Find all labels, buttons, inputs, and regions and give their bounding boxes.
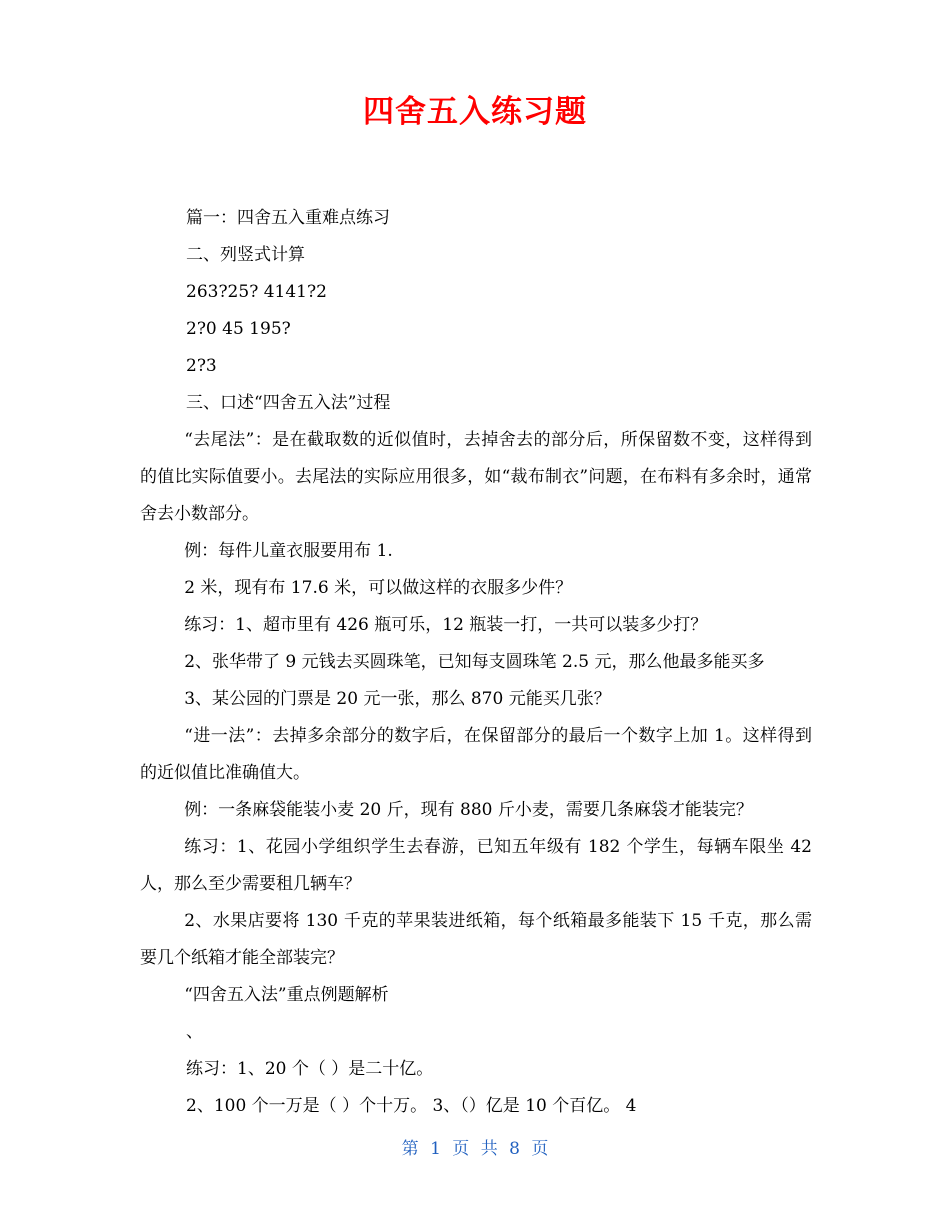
paragraph-14: 例：一条麻袋能装小麦 20 斤，现有 880 斤小麦，需要几条麻袋才能装完？ xyxy=(184,800,753,820)
document-title: 四舍五入练习题 xyxy=(363,94,587,130)
paragraph-12: 3、某公园的门票是 20 元一张，那么 870 元能买几张？ xyxy=(184,689,611,709)
paragraph-3: 263?25? 4141?2 xyxy=(186,282,327,302)
paragraph-17: “四舍五入法”重点例题解析 xyxy=(184,985,389,1005)
paragraph-1: 篇一：四舍五入重难点练习 xyxy=(186,208,390,228)
paragraph-16: 2、水果店要将 130 千克的苹果装进纸箱，每个纸箱最多能装下 15 千克，那么需要几个纸箱才能全部装完？ xyxy=(140,911,812,968)
paragraph-15: 练习：1、花园小学组织学生去春游，已知五年级有 182 个学生，每辆车限坐 42 人，那么至少需要租几辆车？ xyxy=(140,837,812,894)
paragraph-20: 2、100 个一万是（ ）个十万。 3、（）亿是 10 个百亿。 4 xyxy=(186,1096,637,1116)
paragraph-2: 二、列竖式计算 xyxy=(186,245,305,265)
paragraph-13: “进一法”：去掉多余部分的数字后，在保留部分的最后一个数字上加 1。这样得到的近似值比准确值大。 xyxy=(140,726,812,783)
document-body xyxy=(140,200,812,1125)
page-footer: 第 1 页 共 8 页 xyxy=(401,1139,549,1159)
paragraph-10: 练习：1、超市里有 426 瓶可乐，12 瓶装一打，一共可以装多少打？ xyxy=(184,615,708,635)
paragraph-19: 练习：1、20 个（ ）是二十亿。 xyxy=(186,1059,434,1079)
paragraph-5: 2?3 xyxy=(186,356,217,376)
paragraph-9: 2 米，现有布 17.6 米，可以做这样的衣服多少件？ xyxy=(184,578,573,598)
paragraph-18: 、 xyxy=(186,1022,203,1042)
paragraph-11: 2、张华带了 9 元钱去买圆珠笔，已知每支圆珠笔 2.5 元，那么他最多能买多 xyxy=(184,652,765,672)
paragraph-8: 例：每件儿童衣服要用布 1. xyxy=(184,541,393,561)
paragraph-6: 三、口述“四舍五入法”过程 xyxy=(186,393,391,413)
paragraph-4: 2?0 45 195? xyxy=(186,319,291,339)
paragraph-7: “去尾法”：是在截取数的近似值时，去掉舍去的部分后，所保留数不变，这样得到的值比实际值要小。去尾法的实际应用很多，如“裁布制衣”问题，在布料有多余时，通常舍去小数部分。 xyxy=(140,430,812,524)
